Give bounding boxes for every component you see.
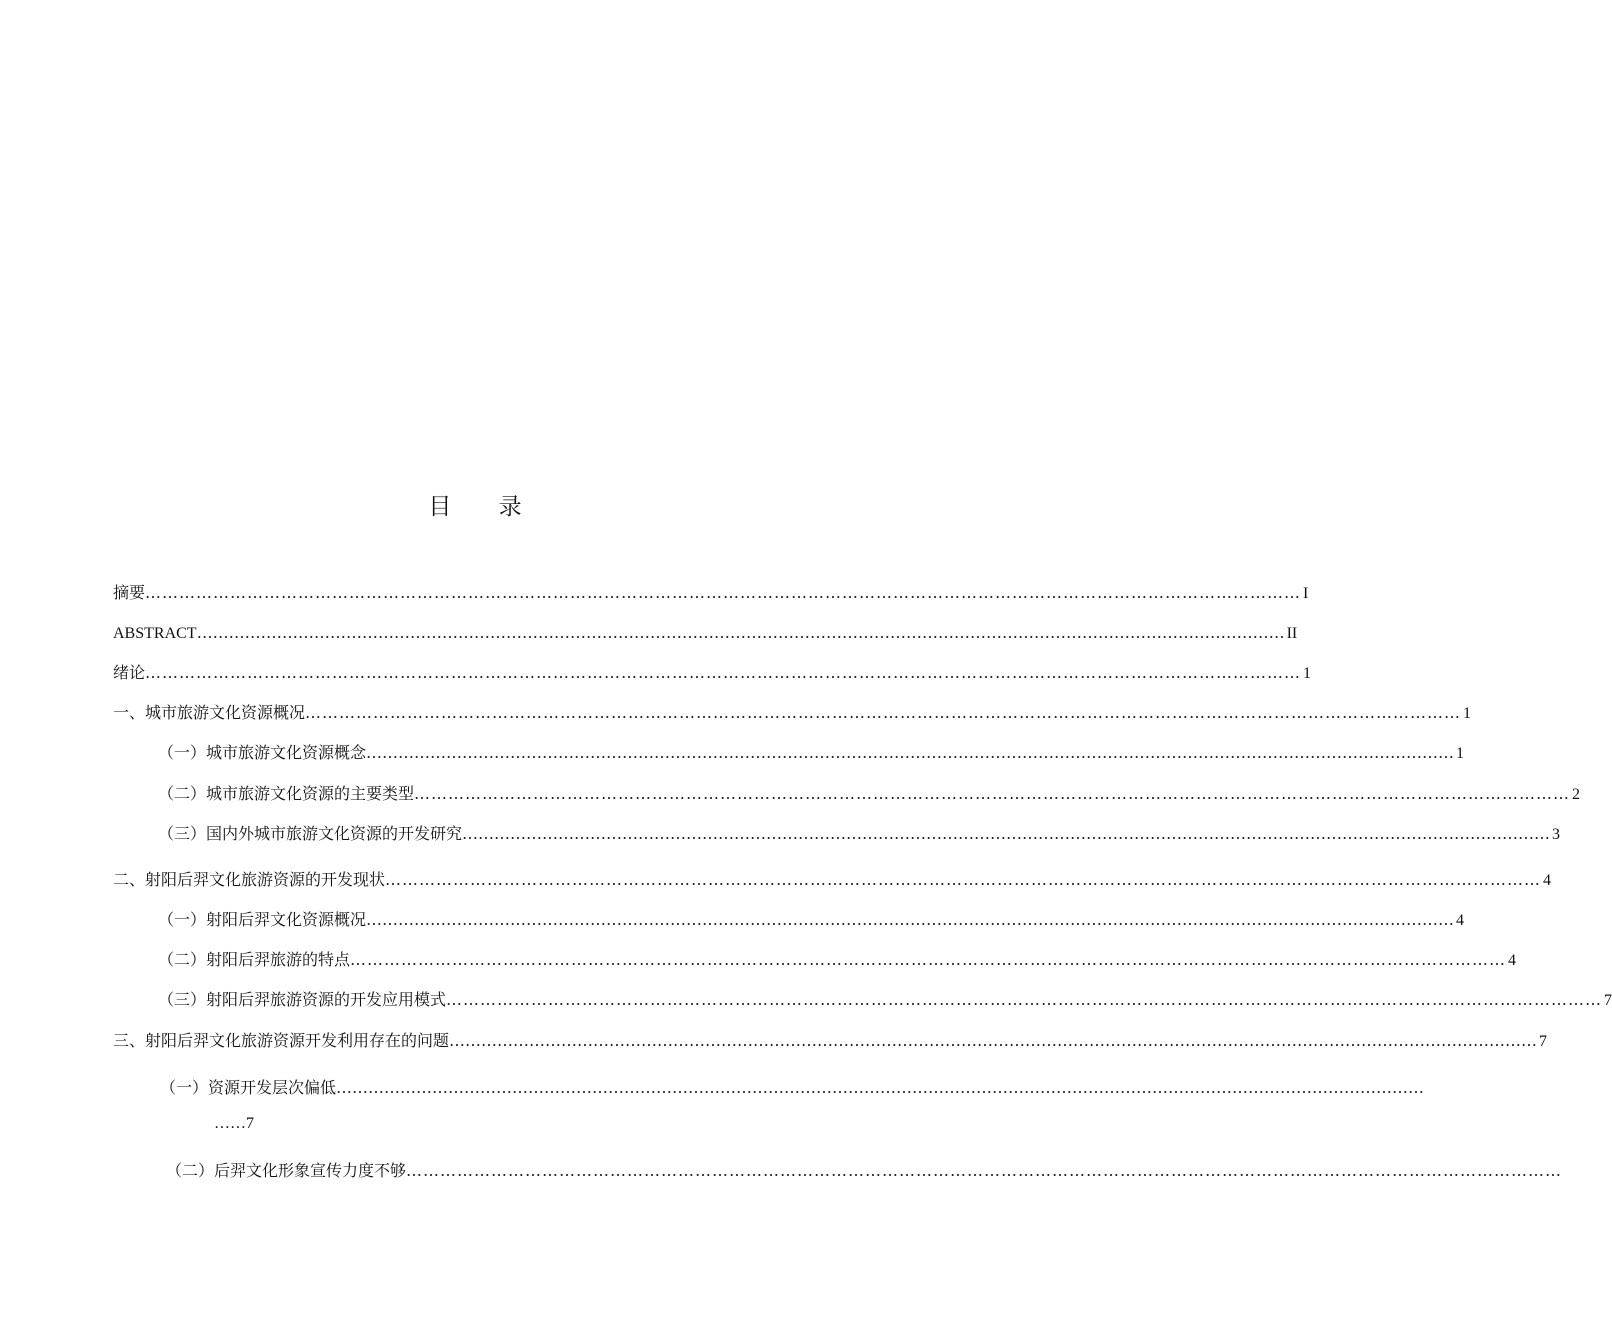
toc-entry-introduction[interactable]: [113, 661, 1312, 685]
toc-entry-chapter-2[interactable]: [113, 868, 1552, 892]
toc-entry-section-3-1[interactable]: [160, 1076, 1425, 1100]
toc-page-number: 2: [1572, 786, 1581, 803]
toc-entry-section-1-1[interactable]: [158, 741, 1465, 765]
toc-leader: ……………………………………………………………………………………………………………………………………………………………………………………: [406, 1161, 1563, 1180]
toc-entry-section-3-2[interactable]: [166, 1159, 1563, 1183]
toc-entry-abstract-en[interactable]: [113, 621, 1298, 645]
toc-label: （三）射阳后羿旅游资源的开发应用模式: [158, 990, 447, 1009]
toc-leader: ……………………………………………………………………………………………………………………………………………………………………………………: [385, 870, 1542, 889]
toc-entry-section-1-2[interactable]: [158, 782, 1581, 806]
toc-entry-chapter-3[interactable]: [113, 1029, 1548, 1053]
toc-label: 二、射阳后羿文化旅游资源的开发现状: [113, 870, 386, 889]
toc-leader: ……………………………………………………………………………………………………………………………………………………………………………………: [462, 824, 1551, 843]
toc-label: （一）射阳后羿文化资源概况: [158, 910, 367, 929]
toc-page-number: 4: [1543, 872, 1552, 889]
toc-leader: ……………………………………………………………………………………………………………………………………………………………………………………: [145, 663, 1302, 682]
toc-label: 绪论: [113, 663, 146, 682]
toc-entry-abstract-cn[interactable]: [113, 581, 1309, 605]
toc-leader: ……………………………………………………………………………………………………………………………………………………………………………………: [366, 910, 1455, 929]
toc-leader: ……………………………………………………………………………………………………………………………………………………………………………………: [350, 950, 1507, 969]
toc-label: 资源开发层次偏低: [208, 1078, 337, 1097]
toc-label: （二）射阳后羿旅游的特点: [158, 950, 351, 969]
toc-page-number: 7: [1539, 1033, 1548, 1050]
toc-entry-section-1-3[interactable]: [158, 822, 1561, 846]
toc-page-number: 1: [1463, 705, 1472, 722]
toc-leader: ……………………………………………………………………………………………………………………………………………………………………………………: [336, 1078, 1425, 1097]
toc-page-number: II: [1286, 625, 1298, 642]
toc-label-prefix: （一）: [160, 1078, 209, 1097]
toc-leader: ……………………………………………………………………………………………………………………………………………………………………………………: [366, 743, 1455, 762]
toc-page-number: 4: [1456, 912, 1465, 929]
toc-entry-section-2-3[interactable]: [158, 988, 1612, 1012]
toc-entry-section-2-1[interactable]: [158, 908, 1465, 932]
toc-label: 摘要: [113, 583, 146, 602]
toc-entry-chapter-1[interactable]: [113, 701, 1472, 725]
toc-entry-section-2-2[interactable]: [158, 948, 1517, 972]
toc-page-number: I: [1303, 585, 1309, 602]
toc-label: ABSTRACT: [113, 625, 197, 642]
page-title: 目 录: [428, 494, 542, 520]
toc-page-number: 7: [1604, 992, 1612, 1009]
toc-label: （二）城市旅游文化资源的主要类型: [158, 784, 415, 803]
toc-entry-continuation: ……7: [214, 1115, 254, 1132]
toc-page-number: 4: [1508, 952, 1517, 969]
toc-page-number: 1: [1456, 745, 1465, 762]
toc-leader: ……………………………………………………………………………………………………………………………………………………………………………………: [414, 784, 1571, 803]
toc-label-prefix: （二）: [166, 1161, 215, 1180]
toc-page-number: 1: [1303, 665, 1312, 682]
toc-label: （一）城市旅游文化资源概念: [158, 743, 367, 762]
toc-label: （三）国内外城市旅游文化资源的开发研究: [158, 824, 463, 843]
toc-page-number: 3: [1552, 826, 1561, 843]
toc-leader: ……………………………………………………………………………………………………………………………………………………………………………………: [449, 1031, 1538, 1050]
toc-leader: ……………………………………………………………………………………………………………………………………………………………………………………: [446, 990, 1603, 1009]
toc-leader: ……………………………………………………………………………………………………………………………………………………………………………………: [196, 623, 1285, 642]
toc-label: 三、射阳后羿文化旅游资源开发利用存在的问题: [113, 1031, 450, 1050]
toc-label: 一、城市旅游文化资源概况: [113, 703, 306, 722]
toc-leader: ……………………………………………………………………………………………………………………………………………………………………………………: [145, 583, 1302, 602]
toc-label: 后羿文化形象宣传力度不够: [214, 1161, 407, 1180]
toc-leader: ……………………………………………………………………………………………………………………………………………………………………………………: [305, 703, 1462, 722]
